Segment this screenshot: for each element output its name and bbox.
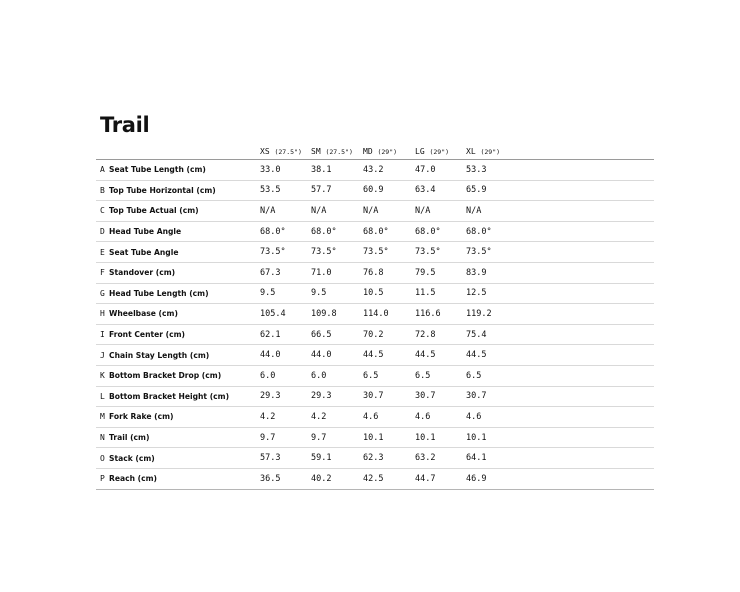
value-lg: 73.5° (415, 242, 466, 263)
value-xl: 12.5 (466, 283, 654, 304)
value-md: 60.9 (363, 180, 415, 201)
value-xl: 46.9 (466, 468, 654, 489)
measurement-name: Trail (cm) (109, 427, 260, 448)
value-md: 4.6 (363, 407, 415, 428)
value-sm: 73.5° (311, 242, 363, 263)
wheel-size: (29") (480, 148, 501, 156)
table-row (96, 427, 654, 448)
value-lg: 44.7 (415, 468, 466, 489)
row-code: G (96, 283, 109, 304)
value-sm: 29.3 (311, 386, 363, 407)
value-sm: 9.7 (311, 427, 363, 448)
row-code: P (96, 468, 109, 489)
page-title: Trail (100, 113, 150, 137)
geometry-table (96, 144, 654, 490)
value-lg: 4.6 (415, 407, 466, 428)
table-row (96, 201, 654, 222)
measurement-name: Front Center (cm) (109, 324, 260, 345)
value-xl: 119.2 (466, 304, 654, 325)
value-sm: 109.8 (311, 304, 363, 325)
size-label: MD (363, 147, 373, 156)
row-code: L (96, 386, 109, 407)
row-code: N (96, 427, 109, 448)
size-header-md (363, 144, 415, 160)
value-lg: N/A (415, 201, 466, 222)
value-xl: 73.5° (466, 242, 654, 263)
row-code: D (96, 221, 109, 242)
row-code: J (96, 345, 109, 366)
table-row (96, 304, 654, 325)
value-lg: 63.2 (415, 448, 466, 469)
size-label: SM (311, 147, 321, 156)
size-header-xs (260, 144, 311, 160)
value-xs: 4.2 (260, 407, 311, 428)
value-md: 73.5° (363, 242, 415, 263)
measurement-name: Head Tube Angle (109, 221, 260, 242)
value-xs: 53.5 (260, 180, 311, 201)
value-xl: 68.0° (466, 221, 654, 242)
measurement-name: Wheelbase (cm) (109, 304, 260, 325)
value-xs: 9.5 (260, 283, 311, 304)
value-md: 68.0° (363, 221, 415, 242)
value-sm: N/A (311, 201, 363, 222)
value-xl: 64.1 (466, 448, 654, 469)
measurement-name: Bottom Bracket Height (cm) (109, 386, 260, 407)
value-lg: 68.0° (415, 221, 466, 242)
value-sm: 57.7 (311, 180, 363, 201)
value-sm: 59.1 (311, 448, 363, 469)
value-md: 43.2 (363, 160, 415, 181)
value-sm: 6.0 (311, 365, 363, 386)
value-sm: 68.0° (311, 221, 363, 242)
value-sm: 40.2 (311, 468, 363, 489)
value-xl: 44.5 (466, 345, 654, 366)
table-row (96, 468, 654, 489)
value-xs: 73.5° (260, 242, 311, 263)
table-row (96, 407, 654, 428)
value-lg: 63.4 (415, 180, 466, 201)
value-md: 62.3 (363, 448, 415, 469)
measurement-name: Top Tube Actual (cm) (109, 201, 260, 222)
table-row (96, 365, 654, 386)
value-md: N/A (363, 201, 415, 222)
header-row (96, 144, 654, 160)
row-code: I (96, 324, 109, 345)
value-md: 10.5 (363, 283, 415, 304)
size-header-sm (311, 144, 363, 160)
value-xs: N/A (260, 201, 311, 222)
value-xs: 62.1 (260, 324, 311, 345)
table-row (96, 180, 654, 201)
value-lg: 79.5 (415, 262, 466, 283)
value-xl: 6.5 (466, 365, 654, 386)
row-code: H (96, 304, 109, 325)
measurement-name: Top Tube Horizontal (cm) (109, 180, 260, 201)
table-row (96, 345, 654, 366)
table-row (96, 324, 654, 345)
measurement-name: Seat Tube Angle (109, 242, 260, 263)
measurement-name: Stack (cm) (109, 448, 260, 469)
measurement-name: Head Tube Length (cm) (109, 283, 260, 304)
geometry-rows (96, 160, 654, 490)
value-md: 6.5 (363, 365, 415, 386)
value-lg: 10.1 (415, 427, 466, 448)
value-xs: 67.3 (260, 262, 311, 283)
table-row (96, 221, 654, 242)
measurement-name: Fork Rake (cm) (109, 407, 260, 428)
value-sm: 66.5 (311, 324, 363, 345)
value-lg: 6.5 (415, 365, 466, 386)
value-xs: 9.7 (260, 427, 311, 448)
row-code: K (96, 365, 109, 386)
value-xs: 68.0° (260, 221, 311, 242)
row-code: B (96, 180, 109, 201)
value-md: 30.7 (363, 386, 415, 407)
wheel-size: (29") (377, 148, 398, 156)
value-xs: 57.3 (260, 448, 311, 469)
header-measure (109, 144, 260, 160)
wheel-size: (27.5") (325, 148, 353, 156)
row-code: O (96, 448, 109, 469)
value-xl: 30.7 (466, 386, 654, 407)
value-md: 76.8 (363, 262, 415, 283)
size-header-lg (415, 144, 466, 160)
row-code: M (96, 407, 109, 428)
table-row (96, 386, 654, 407)
value-xl: 65.9 (466, 180, 654, 201)
size-label: XS (260, 147, 270, 156)
value-lg: 72.8 (415, 324, 466, 345)
value-xs: 29.3 (260, 386, 311, 407)
table-row (96, 448, 654, 469)
value-sm: 4.2 (311, 407, 363, 428)
row-code: E (96, 242, 109, 263)
value-xl: 53.3 (466, 160, 654, 181)
wheel-size: (27.5") (274, 148, 302, 156)
value-xl: 4.6 (466, 407, 654, 428)
value-xs: 105.4 (260, 304, 311, 325)
value-md: 114.0 (363, 304, 415, 325)
value-sm: 44.0 (311, 345, 363, 366)
value-xl: 83.9 (466, 262, 654, 283)
row-code: C (96, 201, 109, 222)
value-sm: 38.1 (311, 160, 363, 181)
table-row (96, 262, 654, 283)
value-xs: 44.0 (260, 345, 311, 366)
measurement-name: Reach (cm) (109, 468, 260, 489)
measurement-name: Chain Stay Length (cm) (109, 345, 260, 366)
measurement-name: Standover (cm) (109, 262, 260, 283)
size-label: LG (415, 147, 425, 156)
value-xs: 36.5 (260, 468, 311, 489)
size-header-xl (466, 144, 654, 160)
value-lg: 116.6 (415, 304, 466, 325)
row-code: F (96, 262, 109, 283)
header-code (96, 144, 109, 160)
value-md: 70.2 (363, 324, 415, 345)
value-xl: 75.4 (466, 324, 654, 345)
measurement-name: Bottom Bracket Drop (cm) (109, 365, 260, 386)
wheel-size: (29") (429, 148, 450, 156)
value-md: 10.1 (363, 427, 415, 448)
value-lg: 47.0 (415, 160, 466, 181)
size-label: XL (466, 147, 476, 156)
value-sm: 9.5 (311, 283, 363, 304)
value-xl: 10.1 (466, 427, 654, 448)
value-sm: 71.0 (311, 262, 363, 283)
table-row (96, 160, 654, 181)
value-lg: 30.7 (415, 386, 466, 407)
value-xs: 6.0 (260, 365, 311, 386)
table-row (96, 283, 654, 304)
measurement-name: Seat Tube Length (cm) (109, 160, 260, 181)
value-xs: 33.0 (260, 160, 311, 181)
row-code: A (96, 160, 109, 181)
value-md: 42.5 (363, 468, 415, 489)
value-lg: 11.5 (415, 283, 466, 304)
value-lg: 44.5 (415, 345, 466, 366)
value-md: 44.5 (363, 345, 415, 366)
value-xl: N/A (466, 201, 654, 222)
table-row (96, 242, 654, 263)
